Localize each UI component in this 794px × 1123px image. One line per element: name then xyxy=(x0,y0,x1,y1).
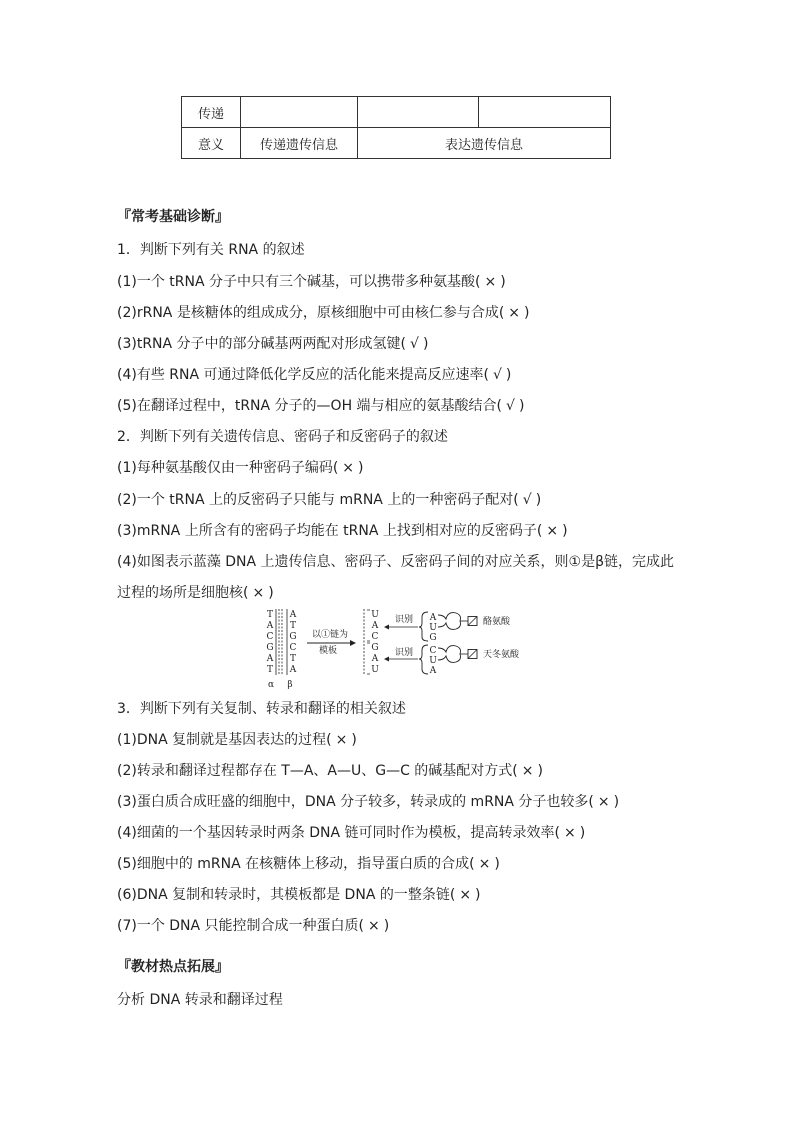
mrna-base: U xyxy=(371,665,379,675)
alpha-base: A xyxy=(266,654,274,664)
trna-brace xyxy=(419,645,428,674)
alpha-base: T xyxy=(266,665,274,675)
mrna-base: A xyxy=(371,654,379,664)
answer-mark: × xyxy=(459,887,472,903)
answer-mark: × xyxy=(521,763,534,779)
item-text: (5)细胞中的 mRNA 在核糖体上移动，指导蛋白质的合成( xyxy=(117,856,475,872)
item-end: ) xyxy=(537,763,543,779)
question-item xyxy=(117,884,481,904)
section-heading: 『常考基础诊断』 xyxy=(117,209,229,225)
answer-mark: × xyxy=(484,274,497,290)
beta-label: β xyxy=(287,680,293,689)
table-cell: 意义 xyxy=(182,128,241,159)
item-text: (4)有些 RNA 可通过降低化学反应的活化能来提高反应速率( xyxy=(117,367,489,383)
item-end: ) xyxy=(475,887,481,903)
table-cell: 传递遗传信息 xyxy=(241,128,358,159)
anticodon-base: G xyxy=(429,633,437,643)
item-text: (3)mRNA 上所含有的密码子均能在 tRNA 上找到相对应的反密码子( xyxy=(117,523,543,539)
recognize-arrow-head xyxy=(384,657,389,662)
item-end: ) xyxy=(351,732,357,748)
anticodon-base: C xyxy=(429,646,437,656)
question-title: 2．判断下列有关遗传信息、密码子和反密码子的叙述 xyxy=(117,429,448,445)
question-item xyxy=(117,457,364,477)
anticodon-base: A xyxy=(429,666,437,676)
beta-base: T xyxy=(289,654,297,664)
alpha-label: α xyxy=(267,680,275,689)
answer-mark: × xyxy=(342,460,355,476)
item-end: ) xyxy=(505,367,512,383)
item-end: ) xyxy=(535,492,542,508)
item-end: ) xyxy=(358,460,364,476)
item-end: ) xyxy=(422,336,429,352)
item-end: ) xyxy=(579,825,586,841)
item-end: ) xyxy=(500,274,506,290)
question-item: (4)如图表示蓝藻 DNA 上遗传信息、密码子、反密码子间的对应关系，则①是β链，完成此 xyxy=(117,554,675,570)
amino-acid-label: 酪氨酸 xyxy=(483,617,511,627)
recognize-arrow-head xyxy=(384,625,389,630)
section-heading: 『教材热点拓展』 xyxy=(117,959,229,975)
table-cell xyxy=(358,97,479,128)
item-text: (6)DNA 复制和转录时，其模板都是 DNA 的一整条链( xyxy=(117,887,456,903)
question-title: 1．判断下列有关 RNA 的叙述 xyxy=(117,242,305,258)
item-text: (1)DNA 复制就是基因表达的过程( xyxy=(117,732,332,748)
table-cell xyxy=(479,97,611,128)
beta-base: G xyxy=(289,632,297,642)
answer-mark: × xyxy=(564,825,576,841)
beta-base: C xyxy=(289,643,297,653)
question-item xyxy=(117,489,541,509)
codon-brackets xyxy=(367,610,370,674)
template-label: 以①链为 xyxy=(311,630,349,640)
item-end: ) xyxy=(562,523,568,539)
item-text: (7)一个 DNA 只能控制合成一种蛋白质( xyxy=(117,918,365,934)
item-end: ) xyxy=(613,794,620,810)
mrna-base: U xyxy=(371,610,379,620)
question-item xyxy=(117,302,529,322)
item-text: (2)转录和翻译过程都存在 T—A、A—U、G—C 的碱基配对方式( xyxy=(117,763,518,779)
item-text: (4)细菌的一个基因转录时两条 DNA 链可同时作为模板，提高转录效率( xyxy=(117,825,561,841)
comparison-table xyxy=(181,96,611,159)
question-title: 3．判断下列有关复制、转录和翻译的相关叙述 xyxy=(117,701,406,717)
question-item xyxy=(117,395,524,415)
table-cell: 传递 xyxy=(182,97,241,128)
template-label: 模板 xyxy=(318,646,338,656)
beta-base: A xyxy=(289,665,297,675)
transcription-diagram xyxy=(262,607,542,689)
item-end: ) xyxy=(383,918,390,934)
item-text: (3)tRNA 分子中的部分碱基两两配对形成氢键( xyxy=(117,336,407,352)
answer-mark: √ xyxy=(522,492,532,508)
item-text: (2)一个 tRNA 上的反密码子只能与 mRNA 上的一种密码子配对( xyxy=(117,492,519,508)
item-end: ) xyxy=(524,305,530,321)
question-item xyxy=(117,271,506,291)
answer-mark: × xyxy=(478,856,491,872)
question-item xyxy=(117,582,274,602)
answer-mark: × xyxy=(597,794,610,810)
item-end: ) xyxy=(494,856,500,872)
answer-mark: √ xyxy=(506,398,515,414)
anticodon-base: A xyxy=(429,613,437,623)
table-cell: 表达遗传信息 xyxy=(358,128,611,159)
question-item xyxy=(117,333,428,353)
mrna-base: G xyxy=(371,643,379,653)
item-end: ) xyxy=(518,398,525,414)
question-item xyxy=(117,915,389,935)
alpha-base: A xyxy=(266,621,274,631)
question-item xyxy=(117,520,568,540)
alpha-base: G xyxy=(266,643,274,653)
recognize-label: 识别 xyxy=(395,648,414,658)
arrow-head xyxy=(350,640,356,646)
body-text: 分析 DNA 转录和翻译过程 xyxy=(117,992,283,1008)
item-text: 过程的场所是细胞核( xyxy=(117,585,249,601)
question-item xyxy=(117,822,585,842)
answer-mark: × xyxy=(546,523,559,539)
beta-base: T xyxy=(289,621,297,631)
question-item xyxy=(117,364,511,384)
answer-mark: × xyxy=(252,585,265,601)
beta-base: A xyxy=(289,610,297,620)
question-item xyxy=(117,760,543,780)
item-text: (3)蛋白质合成旺盛的细胞中，DNA 分子较多，转录成的 mRNA 分子也较多( xyxy=(117,794,594,810)
anticodon-base: U xyxy=(429,656,437,666)
trna-shape xyxy=(438,646,461,663)
mrna-base: A xyxy=(371,621,379,631)
item-text: (5)在翻译过程中，tRNA 分子的—OH 端与相应的氨基酸结合( xyxy=(117,398,503,414)
answer-mark: × xyxy=(335,732,348,748)
question-item xyxy=(117,791,619,811)
item-text: (1)每种氨基酸仅由一种密码子编码( xyxy=(117,460,339,476)
answer-mark: × xyxy=(508,305,521,321)
alpha-base: C xyxy=(266,632,274,642)
amino-acid-label: 天冬氨酸 xyxy=(483,650,520,660)
mrna-base: C xyxy=(371,632,379,642)
question-item xyxy=(117,729,357,749)
question-item xyxy=(117,853,500,873)
table-row xyxy=(182,128,611,159)
anticodon-base: U xyxy=(429,623,437,633)
alpha-base: T xyxy=(266,610,274,620)
table-row xyxy=(182,97,611,128)
item-text: (1)一个 tRNA 分子中只有三个碱基，可以携带多种氨基酸( xyxy=(117,274,481,290)
answer-mark: √ xyxy=(492,367,502,383)
trna-brace xyxy=(419,612,428,641)
recognize-label: 识别 xyxy=(395,615,414,625)
item-text: (2)rRNA 是核糖体的组成成分，原核细胞中可由核仁参与合成( xyxy=(117,305,505,321)
table-cell xyxy=(241,97,358,128)
answer-mark: √ xyxy=(410,336,419,352)
answer-mark: × xyxy=(368,918,380,934)
trna-shape xyxy=(438,613,461,630)
item-end: ) xyxy=(268,585,274,601)
